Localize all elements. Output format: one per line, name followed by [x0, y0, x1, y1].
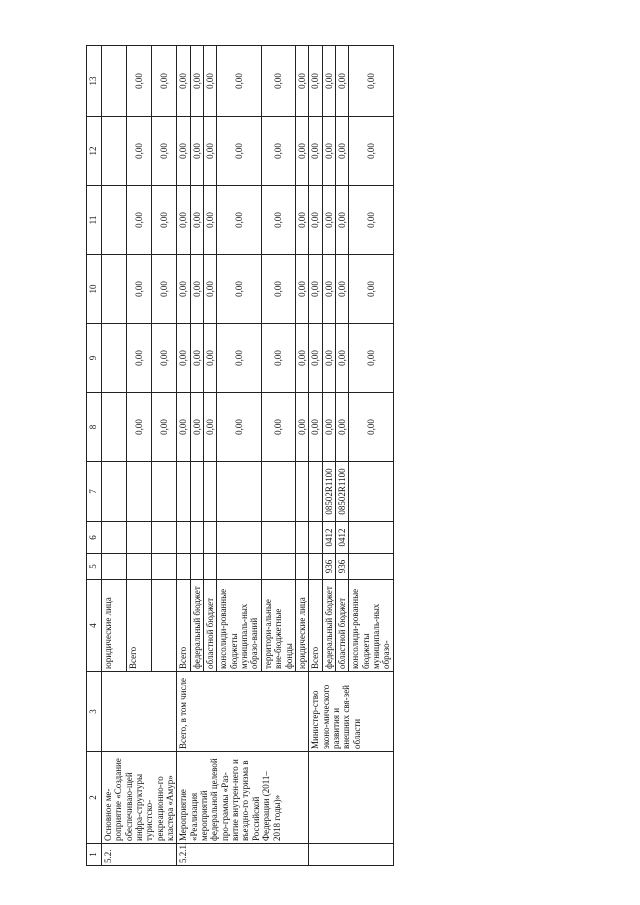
funding-source: юридические лица [102, 580, 127, 672]
funding-source [152, 580, 177, 672]
amount-cell: 0,00 [190, 324, 203, 393]
section-code [152, 522, 177, 554]
amount-cell: 0,00 [177, 255, 190, 324]
amount-cell: 0,00 [152, 46, 177, 117]
column-header: 10 [87, 255, 102, 324]
funding-source: консолиди-рованные бюджеты муниципаль-ных образо- [349, 580, 393, 672]
amount-cell: 0,00 [349, 393, 393, 462]
target-article-code [152, 462, 177, 522]
amount-cell: 0,00 [217, 186, 261, 255]
budget-code [190, 554, 203, 580]
budget-code [204, 554, 217, 580]
amount-cell: 0,00 [204, 255, 217, 324]
amount-cell: 0,00 [217, 46, 261, 117]
budget-code [217, 554, 261, 580]
amount-cell: 0,00 [335, 186, 348, 255]
amount-cell: 0,00 [335, 117, 348, 186]
row-id [309, 844, 393, 866]
amount-cell: 0,00 [261, 255, 295, 324]
budget-table-wrapper [86, 46, 634, 866]
budget-code [309, 554, 322, 580]
amount-cell: 0,00 [261, 393, 295, 462]
amount-cell: 0,00 [322, 324, 335, 393]
measure-name: Мероприятие «Реализация мероприятий федеральной целевой про-граммы «Раз-витие внутрен-него и въездно-го туризма в Российской Федерации (2011–2018 годы)» [177, 752, 309, 844]
amount-cell: 0,00 [322, 255, 335, 324]
budget-code [102, 554, 127, 580]
amount-cell: 0,00 [177, 186, 190, 255]
funding-source: Всего [309, 580, 322, 672]
amount-cell: 0,00 [349, 117, 393, 186]
target-article-code: 08502R1100 [322, 462, 335, 522]
measure-name: Основное ме-роприятие «Создание обеспечиваю-щей инфра-структуры туристско-рекреационно-го кластера «Амур» [102, 752, 177, 844]
column-header: 5 [87, 554, 102, 580]
target-article-code [204, 462, 217, 522]
amount-cell: 0,00 [177, 393, 190, 462]
amount-cell: 0,00 [295, 324, 308, 393]
target-article-code [127, 462, 152, 522]
amount-cell: 0,00 [152, 117, 177, 186]
amount-cell: 0,00 [152, 255, 177, 324]
section-code [309, 522, 322, 554]
executor-cell: Всего, в том числе [177, 672, 309, 752]
amount-cell: 0,00 [295, 186, 308, 255]
target-article-code [102, 462, 127, 522]
column-header: 9 [87, 324, 102, 393]
section-code [217, 522, 261, 554]
column-header: 7 [87, 462, 102, 522]
funding-source: консолиди-рованные бюджеты муниципаль-ных образо-ваний [217, 580, 261, 672]
amount-cell: 0,00 [322, 186, 335, 255]
amount-cell: 0,00 [190, 46, 203, 117]
column-header: 3 [87, 672, 102, 752]
amount-cell: 0,00 [127, 186, 152, 255]
amount-cell: 0,00 [261, 324, 295, 393]
funding-source: федеральный бюджет [322, 580, 335, 672]
amount-cell: 0,00 [127, 117, 152, 186]
amount-cell: 0,00 [217, 324, 261, 393]
table-row [102, 46, 127, 866]
amount-cell: 0,00 [152, 186, 177, 255]
amount-cell: 0,00 [177, 324, 190, 393]
row-id: 5.2.1. [177, 844, 309, 866]
amount-cell: 0,00 [322, 46, 335, 117]
amount-cell: 0,00 [204, 393, 217, 462]
section-code [261, 522, 295, 554]
section-code [127, 522, 152, 554]
budget-code [349, 554, 393, 580]
amount-cell: 0,00 [349, 186, 393, 255]
column-header: 11 [87, 186, 102, 255]
table-row [177, 46, 190, 866]
column-header: 12 [87, 117, 102, 186]
amount-cell: 0,00 [322, 117, 335, 186]
amount-cell: 0,00 [217, 117, 261, 186]
amount-cell: 0,00 [309, 117, 322, 186]
section-code [177, 522, 190, 554]
amount-cell: 0,00 [261, 117, 295, 186]
column-header: 13 [87, 46, 102, 117]
section-code [349, 522, 393, 554]
amount-cell: 0,00 [217, 393, 261, 462]
amount-cell: 0,00 [127, 46, 152, 117]
section-code [204, 522, 217, 554]
amount-cell: 0,00 [309, 186, 322, 255]
funding-source: федеральный бюджет [190, 580, 203, 672]
amount-cell [102, 117, 127, 186]
table-row [309, 46, 322, 866]
amount-cell: 0,00 [152, 393, 177, 462]
amount-cell: 0,00 [335, 393, 348, 462]
target-article-code [309, 462, 322, 522]
target-article-code: 08502R1100 [335, 462, 348, 522]
amount-cell [102, 46, 127, 117]
amount-cell: 0,00 [190, 186, 203, 255]
amount-cell [102, 186, 127, 255]
target-article-code [177, 462, 190, 522]
section-code [102, 522, 127, 554]
amount-cell: 0,00 [177, 46, 190, 117]
amount-cell: 0,00 [127, 255, 152, 324]
amount-cell: 0,00 [349, 324, 393, 393]
amount-cell: 0,00 [152, 324, 177, 393]
amount-cell: 0,00 [322, 393, 335, 462]
column-header: 6 [87, 522, 102, 554]
target-article-code [217, 462, 261, 522]
budget-code [152, 554, 177, 580]
funding-source: Всего [177, 580, 190, 672]
amount-cell: 0,00 [261, 186, 295, 255]
row-id: 5.2. [102, 844, 177, 866]
budget-code [295, 554, 308, 580]
amount-cell: 0,00 [127, 393, 152, 462]
amount-cell: 0,00 [309, 393, 322, 462]
amount-cell: 0,00 [335, 255, 348, 324]
amount-cell: 0,00 [295, 46, 308, 117]
section-code [295, 522, 308, 554]
amount-cell: 0,00 [190, 255, 203, 324]
section-code [190, 522, 203, 554]
budget-code [127, 554, 152, 580]
amount-cell [102, 393, 127, 462]
executor-cell: Министер-ство эконо-мического развития и внешних свя-зей области [309, 672, 393, 752]
amount-cell: 0,00 [309, 255, 322, 324]
budget-code [177, 554, 190, 580]
amount-cell: 0,00 [190, 393, 203, 462]
executor-cell [102, 672, 177, 752]
amount-cell: 0,00 [335, 324, 348, 393]
target-article-code [261, 462, 295, 522]
amount-cell: 0,00 [349, 46, 393, 117]
target-article-code [295, 462, 308, 522]
budget-code [261, 554, 295, 580]
amount-cell: 0,00 [309, 324, 322, 393]
funding-source: областной бюджет [204, 580, 217, 672]
budget-code: 936 [335, 554, 348, 580]
amount-cell: 0,00 [295, 393, 308, 462]
column-header: 1 [87, 844, 102, 866]
amount-cell: 0,00 [349, 255, 393, 324]
amount-cell: 0,00 [295, 117, 308, 186]
table-body [102, 46, 394, 866]
amount-cell: 0,00 [204, 46, 217, 117]
column-header: 2 [87, 752, 102, 844]
section-code: 0412 [335, 522, 348, 554]
amount-cell: 0,00 [261, 46, 295, 117]
column-header: 4 [87, 580, 102, 672]
section-code: 0412 [322, 522, 335, 554]
amount-cell: 0,00 [309, 46, 322, 117]
measure-name [309, 752, 393, 844]
amount-cell: 0,00 [190, 117, 203, 186]
header-row [87, 46, 102, 866]
funding-source: Всего [127, 580, 152, 672]
budget-code: 936 [322, 554, 335, 580]
funding-source: территори-альные вне-бюджетные фонды [261, 580, 295, 672]
budget-table [86, 45, 394, 866]
amount-cell: 0,00 [217, 255, 261, 324]
amount-cell: 0,00 [295, 255, 308, 324]
target-article-code [349, 462, 393, 522]
amount-cell: 0,00 [204, 117, 217, 186]
amount-cell [102, 324, 127, 393]
funding-source: областной бюджет [335, 580, 348, 672]
target-article-code [190, 462, 203, 522]
amount-cell: 0,00 [204, 324, 217, 393]
amount-cell: 0,00 [127, 324, 152, 393]
amount-cell [102, 255, 127, 324]
funding-source: юридические лица [295, 580, 308, 672]
amount-cell: 0,00 [335, 46, 348, 117]
amount-cell: 0,00 [204, 186, 217, 255]
amount-cell: 0,00 [177, 117, 190, 186]
column-header: 8 [87, 393, 102, 462]
